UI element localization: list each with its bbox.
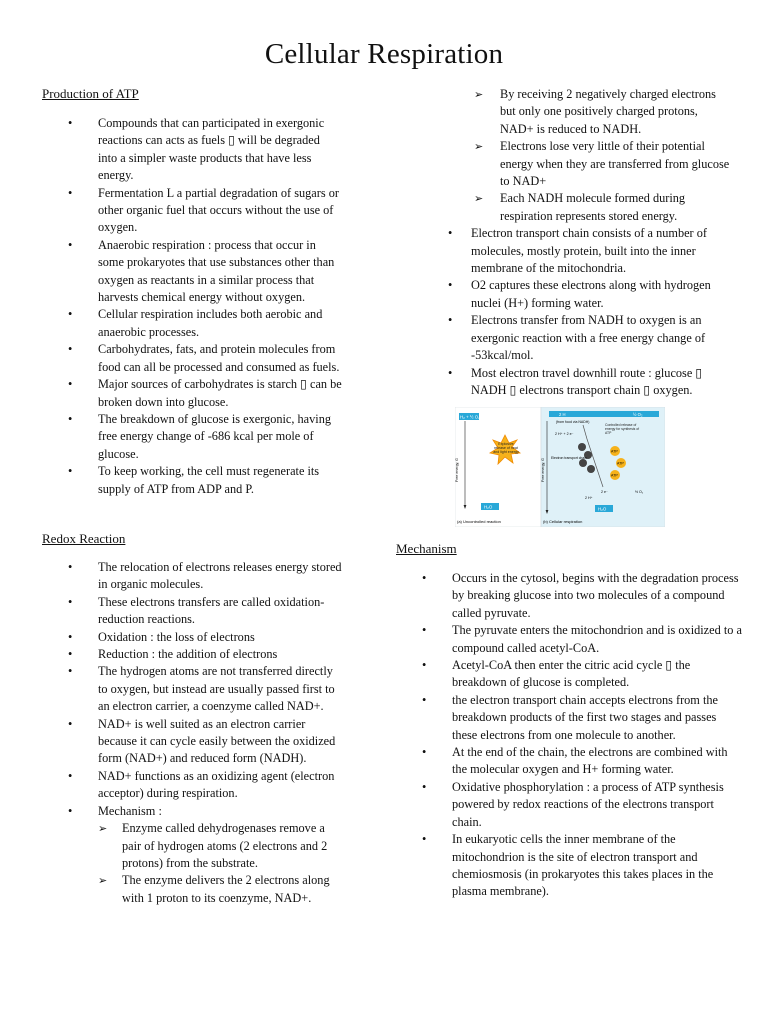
atp-burst-2: [616, 458, 626, 468]
list-item: • To keep working, the cell must regenerate its supply of ATP from ADP and P.: [42, 463, 342, 498]
list-item: • Occurs in the cytosol, begins with the degradation process by breaking glucose into two molecules of a compound called pyruvate.: [396, 570, 742, 622]
heading-mechanism: Mechanism: [396, 541, 457, 556]
list-item: • Anaerobic respiration : process that occur in some prokaryotes that use substances other than oxygen as reactants in a similar process that harvests chemical energy without oxygen.: [42, 237, 342, 307]
list-item: • Cellular respiration includes both aerobic and anaerobic processes.: [42, 306, 342, 341]
panel-b-bottom-label: H₂O: [598, 506, 607, 512]
list-item: • the electron transport chain accepts electrons from the breakdown products of the first two stages and passes these electrons from one molecule to another.: [396, 692, 742, 744]
sub-list-item: ➢ Each NADH molecule formed during respiration represents stored energy.: [444, 190, 734, 225]
continued-list: [444, 86, 734, 399]
redox-list: [42, 559, 342, 907]
atp-label: ATP: [611, 449, 618, 454]
panel-a-burst-text: Explosive release of heat and light energy: [493, 442, 519, 454]
list-item: • The breakdown of glucose is exergonic, having free energy change of -686 kcal per mole of glucose.: [42, 411, 342, 463]
sub-list-item: ➢ The enzyme delivers the 2 electrons along with 1 proton to its coenzyme, NAD+.: [42, 872, 342, 907]
panel-b-electron-label: 2 e⁻: [601, 490, 608, 494]
panel-b-etc-label: Electron transport chain: [551, 456, 587, 460]
page-title: Cellular Respiration: [264, 38, 504, 70]
panel-b-top-left: 2 H: [559, 411, 566, 417]
panel-b-h-label: 2 H⁺: [585, 496, 593, 500]
list-item: • Oxidation : the loss of electrons: [42, 629, 342, 646]
list-item: • The relocation of electrons releases energy stored in organic molecules.: [42, 559, 342, 594]
sub-list-item: ➢ Enzyme called dehydrogenases remove a pair of hydrogen atoms (2 electrons and 2 protons) from the substrate.: [42, 820, 342, 872]
list-item: • Acetyl-CoA then enter the citric acid cycle ▯ the breakdown of glucose is completed.: [396, 657, 742, 692]
panel-cellular-respiration: [541, 407, 665, 527]
mechanism-list: [396, 570, 742, 901]
list-item: • Compounds that can participated in exergonic reactions can acts as fuels ▯ will be degraded into a simpler waste products that have less energy.: [42, 115, 342, 185]
list-item: • Most electron travel downhill route : glucose ▯ NADH ▯ electrons transport chain ▯ oxygen.: [444, 365, 734, 400]
heading-production-of-atp: Production of ATP: [42, 86, 139, 101]
list-item: • Major sources of carbohydrates is starch ▯ can be broken down into glucose.: [42, 376, 342, 411]
energy-diagram-figure: [455, 407, 665, 527]
list-item: • NAD+ functions as an oxidizing agent (electron acceptor) during respiration.: [42, 768, 342, 803]
panel-b-controlled-label: Controlled release of energy for synthesis of ATP: [605, 423, 640, 435]
list-item: • Electron transport chain consists of a number of molecules, mostly protein, built into the inner membrane of the mitochondria.: [444, 225, 734, 277]
panel-b-nadh-label: (from food via NADH): [556, 420, 590, 424]
production-list: [42, 115, 342, 498]
heading-redox-reaction: Redox Reaction: [42, 531, 126, 546]
list-item: • Mechanism :: [42, 803, 342, 820]
list-item: • The pyruvate enters the mitochondrion and is oxidized to a compound called acetyl-CoA.: [396, 622, 742, 657]
list-item: • Carbohydrates, fats, and protein molecules from food can all be processed and consumed as fuels.: [42, 341, 342, 376]
panel-b-proton-label: 2 H⁺ + 2 e⁻: [555, 432, 574, 436]
list-item: • O2 captures these electrons along with hydrogen nuclei (H+) forming water.: [444, 277, 734, 312]
list-item: • At the end of the chain, the electrons are combined with the molecular oxygen and H+ forming water.: [396, 744, 742, 779]
list-item: • NAD+ is well suited as an electron carrier because it can cycle easily between the oxidized form (NAD+) and reduced form (NADH).: [42, 716, 342, 768]
panel-a-caption: (a) Uncontrolled reaction: [457, 519, 501, 524]
sub-list-item: ➢ By receiving 2 negatively charged electrons but only one positively charged protons, NAD+ is reduced to NADH.: [444, 86, 734, 138]
panel-a-axis-label: Free energy, G: [455, 458, 459, 482]
panel-b-oxygen-label: ½ O₂: [635, 490, 644, 494]
list-item: • Oxidative phosphorylation : a process of ATP synthesis powered by redox reactions of the electrons transport chain.: [396, 779, 742, 831]
carrier-dot-3: [579, 459, 587, 467]
carrier-dot-4: [587, 465, 595, 473]
panel-b-axis-label: Free energy, G: [541, 458, 545, 482]
panel-b-caption: (b) Cellular respiration: [543, 519, 583, 524]
panel-a-bottom-label: H₂O: [484, 504, 493, 510]
list-item: • These electrons transfers are called oxidation-reduction reactions.: [42, 594, 342, 629]
panel-b-top-right: ½ O₂: [633, 411, 643, 417]
atp-burst-3: [610, 470, 620, 480]
atp-label: ATP: [611, 473, 618, 478]
list-item: • The hydrogen atoms are not transferred directly to oxygen, but instead are usually passed first to an electron carrier, a coenzyme called NAD+.: [42, 663, 342, 715]
atp-burst-1: [610, 446, 620, 456]
list-item: • Electrons transfer from NADH to oxygen is an exergonic reaction with a free energy change of -53kcal/mol.: [444, 312, 734, 364]
carrier-dot-1: [578, 443, 586, 451]
panel-a-top-label: H₂ + ½ O₂: [460, 414, 480, 420]
sub-list-item: ➢ Electrons lose very little of their potential energy when they are transferred from glucose to NAD+: [444, 138, 734, 190]
atp-label: ATP: [617, 461, 624, 466]
panel-uncontrolled-reaction: [455, 407, 541, 527]
list-item: • Fermentation L a partial degradation of sugars or other organic fuel that occurs without the use of oxygen.: [42, 185, 342, 237]
list-item: • Reduction : the addition of electrons: [42, 646, 342, 663]
list-item: • In eukaryotic cells the inner membrane of the mitochondrion is the site of electron transport and chemiosmosis (in prokaryotes this takes places in the plasma membrane).: [396, 831, 742, 901]
